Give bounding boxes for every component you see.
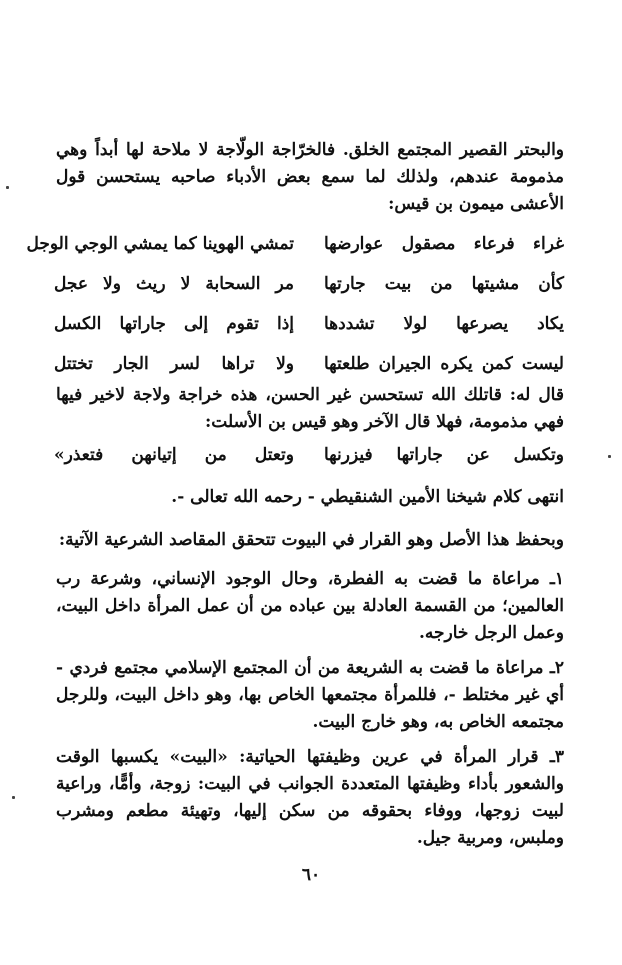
scan-speck: [608, 455, 611, 458]
point-3: ٣ـ قرار المرأة في عرين وظيفتها الحياتية: «البيت» يكسبها الوقت والشعور بأداء وظيفتها المتعددة الجوانب في البيت: زوجة، وأمًّا، وراعية لبيت زوجها، ووفاء بحقوقه من سكن إليها، وتهيئة مطعم ومشرب وملبس، ومربية جيل.: [56, 747, 564, 848]
second-verse: [54, 445, 564, 465]
verse-left-hemistich: وتعتل من إتيانهن فتعذر»: [54, 445, 294, 465]
verse-right-hemistich: ليست كمن يكره الجيران طلعتها: [324, 354, 564, 374]
intro-paragraph: والبحتر القصير المجتمع الخلق. فالخرّاجة الولّاجة لا ملاحة لها أبداً وهي مذمومة عندهم، ولذلك لما سمع بعض الأدباء صاحبه يستحسن قول الأعشى ميمون بن قيس:: [56, 140, 564, 214]
critique-paragraph: قال له: قاتلك الله تستحسن غير الحسن، هذه خراجة ولاجة لاخير فيها فهي مذمومة، فهلا قال الآخر وهو قيس بن الأسلت:: [56, 385, 564, 432]
preservation-paragraph: وبحفظ هذا الأصل وهو القرار في البيوت تتحقق المقاصد الشرعية الآتية:: [58, 530, 564, 550]
verse-left-hemistich: تمشي الهوينا كما يمشي الوجي الوجل: [26, 234, 294, 254]
verse-line: [26, 224, 564, 264]
poem-verses: [26, 224, 564, 384]
verse-right-hemistich: يكاد يصرعها لولا تشددها: [324, 314, 564, 334]
verse-right-hemistich: وتكسل عن جاراتها فيزرنها: [324, 445, 564, 465]
verse-line: [54, 304, 564, 344]
verse-left-hemistich: إذا تقوم إلى جاراتها الكسل: [54, 314, 294, 334]
point-2: ٢ـ مراعاة ما قضت به الشريعة من أن المجتمع الإسلامي مجتمع فردي - أي غير مختلط -، فللمرأة مجتمعها الخاص بها، وهو داخل البيت، وللرجل مجتمعه الخاص به، وهو خارج البيت.: [56, 658, 564, 732]
scan-speck: [12, 796, 15, 799]
verse-line: [54, 264, 564, 304]
verse-right-hemistich: كأن مشيتها من بيت جارتها: [324, 274, 564, 294]
scan-speck: [6, 186, 9, 189]
page-number: ٦٠: [301, 865, 321, 885]
point-1: ١ـ مراعاة ما قضت به الفطرة، وحال الوجود الإنساني، وشرعة رب العالمين؛ من القسمة العادلة بين عباده من أن عمل المرأة داخل البيت، وعمل الرجل خارجه.: [56, 569, 564, 643]
verse-right-hemistich: غراء فرعاء مصقول عوارضها: [324, 234, 564, 254]
verse-left-hemistich: ولا تراها لسر الجار تختتل: [54, 354, 294, 374]
quote-end: انتهى كلام شيخنا الأمين الشنقيطي - رحمه الله تعالى -.: [171, 487, 564, 507]
verse-line: [54, 344, 564, 384]
verse-left-hemistich: مر السحابة لا ريث ولا عجل: [54, 274, 294, 294]
